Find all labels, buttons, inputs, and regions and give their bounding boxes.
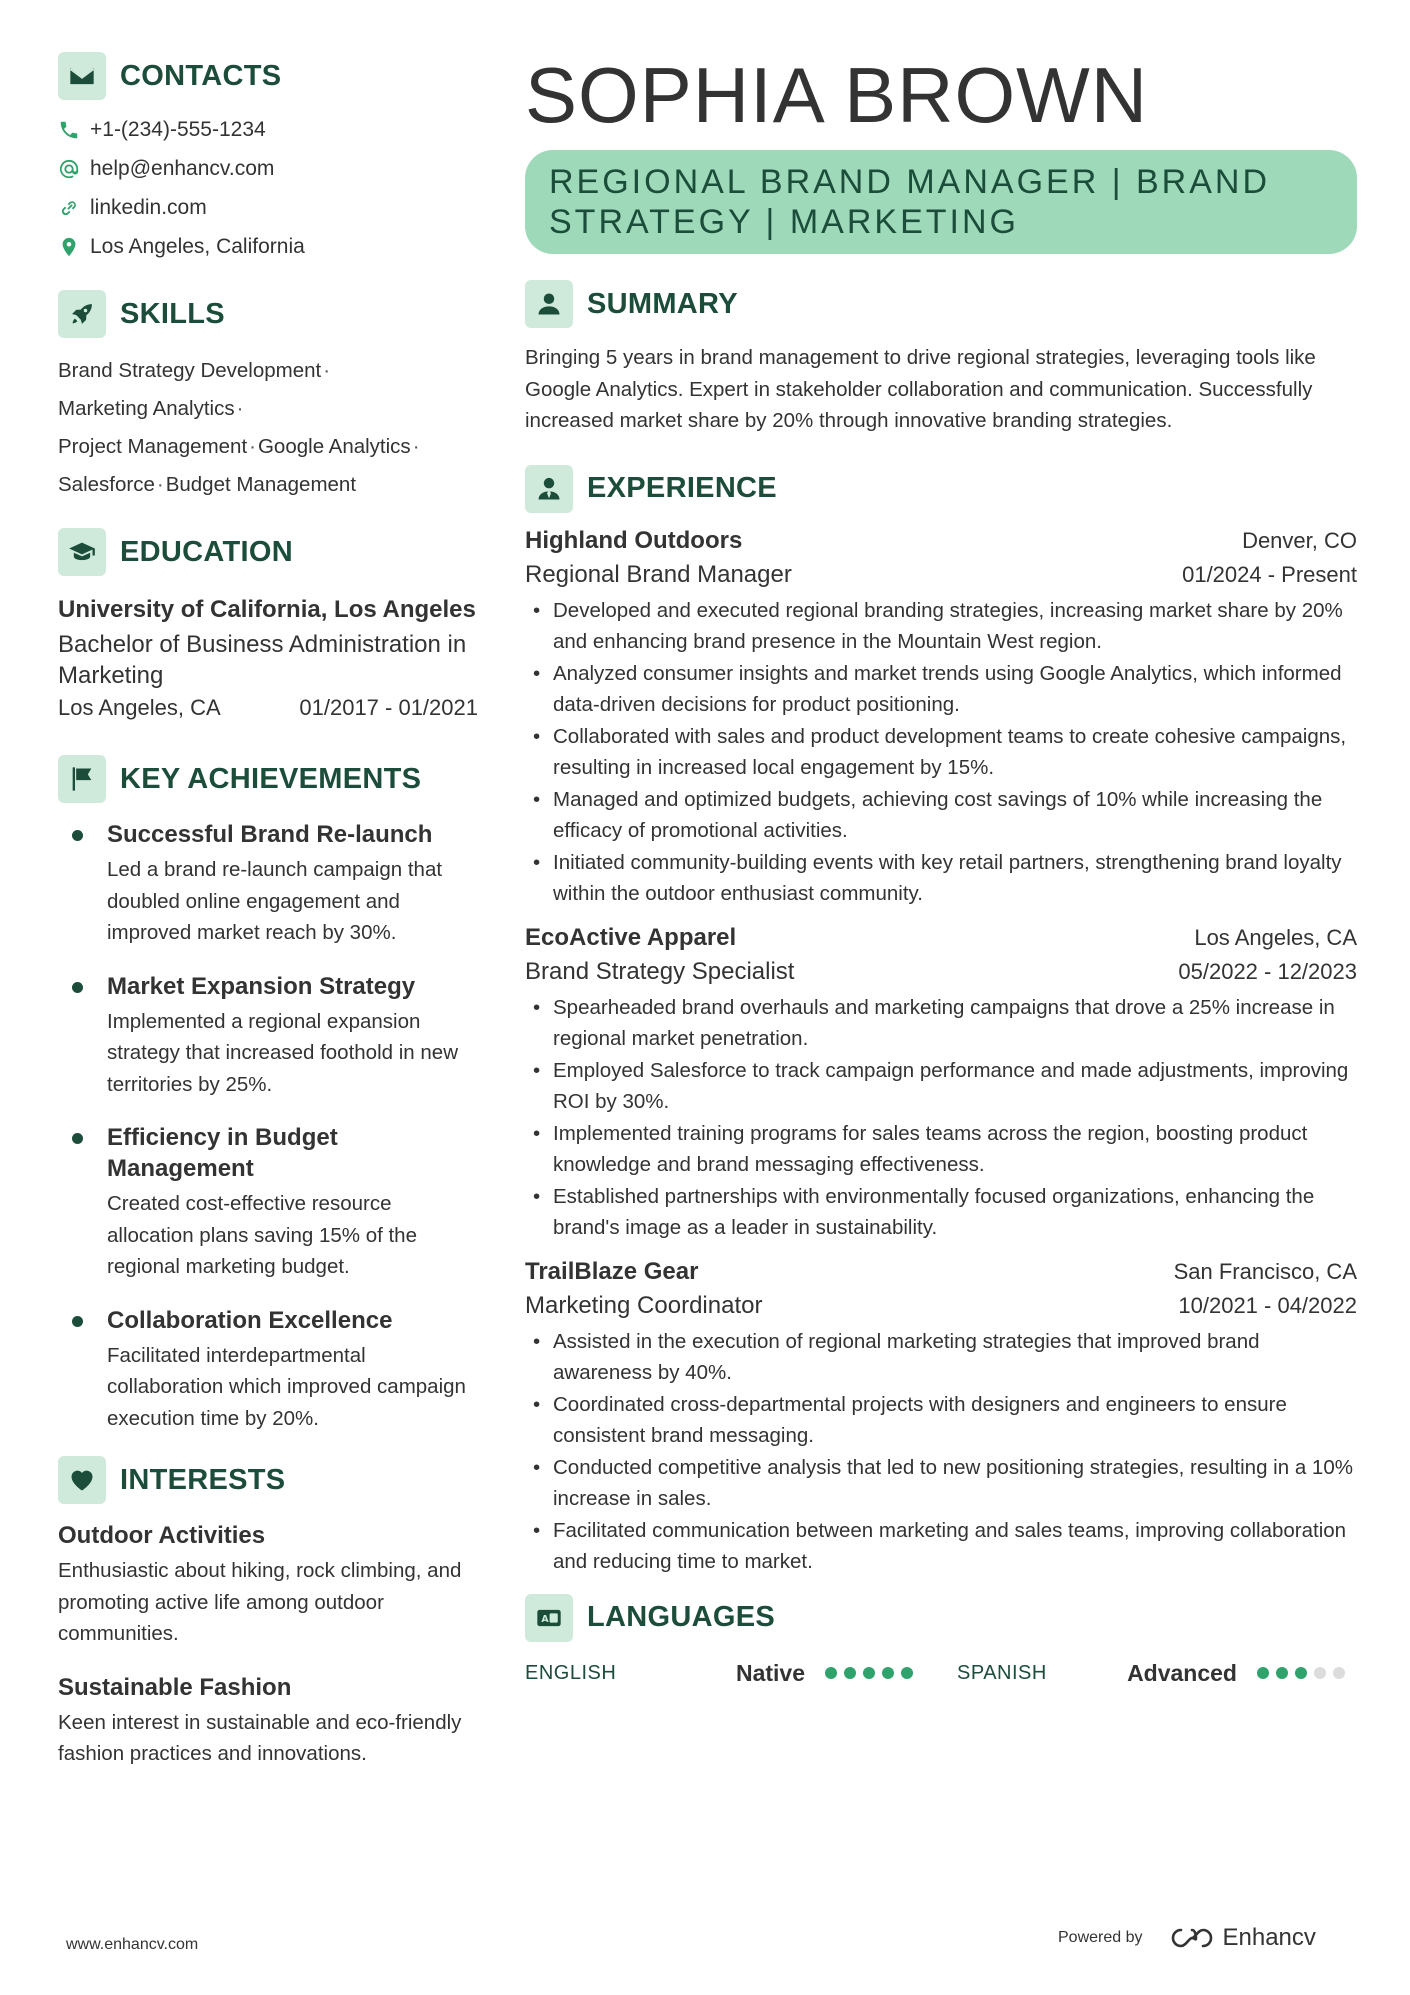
skill-item: Marketing Analytics <box>58 397 235 420</box>
contact-email-text: help@enhancv.com <box>90 156 275 180</box>
contacts-list <box>58 110 478 266</box>
bullet-icon <box>72 830 83 841</box>
interest-desc: Enthusiastic about hiking, rock climbing, and promoting active life among outdoor communities. <box>58 1559 462 1645</box>
skill-item: Budget Management <box>165 473 357 496</box>
job-bullets <box>525 595 1357 910</box>
job-role: Brand Strategy Specialist <box>525 957 795 985</box>
contact-location-text: Los Angeles, California <box>90 234 305 258</box>
achievement-desc: Created cost-effective resource allocation plans saving 15% of the regional marketing budget. <box>107 1192 417 1278</box>
education-entry <box>58 594 478 721</box>
job-location: Los Angeles, CA <box>1194 924 1357 950</box>
job-dates: 10/2021 - 04/2022 <box>1178 1292 1357 1318</box>
job-bullets <box>525 1326 1357 1578</box>
skills-title: SKILLS <box>120 297 225 330</box>
interests-list <box>58 1520 478 1770</box>
job-bullet: • Spearheaded brand overhauls and marketing campaigns that drove a 25% increase in regional market penetration. <box>525 992 1357 1055</box>
job-dates: 01/2024 - Present <box>1182 561 1357 587</box>
interest-title: Outdoor Activities <box>58 1522 266 1549</box>
job-bullet: • Established partnerships with environmentally focused organizations, enhancing the brand's image as a leader in sustainability. <box>525 1181 1357 1244</box>
achievement-item <box>58 819 478 949</box>
left-column <box>58 52 478 1792</box>
achievements-header <box>58 755 478 803</box>
rating-dot-filled <box>1276 1667 1288 1679</box>
job-subheader <box>525 958 1357 986</box>
job-bullet: • Implemented training programs for sales teams across the region, boosting product knowledge and brand messaging effectiveness. <box>525 1118 1357 1181</box>
phone-icon <box>58 119 80 141</box>
contact-linkedin-text: linkedin.com <box>90 195 207 219</box>
rocket-icon <box>58 290 106 338</box>
job-bullet: • Conducted competitive analysis that led to new positioning strategies, resulting in a 10% increase in sales. <box>525 1452 1357 1515</box>
job-bullet: • Coordinated cross-departmental projects with designers and engineers to ensure consistent brand messaging. <box>525 1389 1357 1452</box>
achievement-desc: Implemented a regional expansion strategy that increased foothold in new territories by 25%. <box>107 1009 458 1096</box>
rating-dot-filled <box>882 1667 894 1679</box>
candidate-tagline: REGIONAL BRAND MANAGER | BRAND STRATEGY | MARKETING <box>525 150 1357 254</box>
achievement-item <box>58 1305 478 1435</box>
achievement-title: Successful Brand Re-launch <box>107 821 433 848</box>
job-role: Marketing Coordinator <box>525 1291 763 1319</box>
job-bullet: • Employed Salesforce to track campaign performance and made adjustments, improving ROI by 30%. <box>525 1055 1357 1118</box>
skill-separator: · <box>236 397 244 420</box>
bullet-icon <box>72 1133 83 1144</box>
location-pin-icon <box>58 236 80 258</box>
skill-item: Salesforce <box>58 473 155 496</box>
heart-icon <box>58 1456 106 1504</box>
rating-dot-filled <box>844 1667 856 1679</box>
achievement-item <box>58 1122 478 1283</box>
job-location: Denver, CO <box>1242 527 1357 553</box>
language-rating <box>825 1667 920 1679</box>
job-header <box>525 924 1357 952</box>
bullet-icon <box>72 1316 83 1327</box>
skills-line <box>58 428 478 466</box>
contacts-header <box>58 52 478 100</box>
job-company: Highland Outdoors <box>525 526 743 554</box>
job-header <box>525 1258 1357 1286</box>
language-icon <box>525 1594 573 1642</box>
job-entry <box>525 527 1357 910</box>
brand-name: Enhancv <box>1222 1924 1316 1951</box>
footer-website[interactable]: www.enhancv.com <box>66 1936 199 1953</box>
svg-text:A: A <box>541 1613 549 1625</box>
job-bullet: • Assisted in the execution of regional marketing strategies that improved brand awareness by 40%. <box>525 1326 1357 1389</box>
job-location: San Francisco, CA <box>1173 1258 1357 1284</box>
skills-line <box>58 352 478 390</box>
language-rating <box>1257 1667 1352 1679</box>
achievements-list <box>58 819 478 1434</box>
envelope-icon <box>58 52 106 100</box>
experience-list <box>525 527 1357 1578</box>
interests-title: INTERESTS <box>120 1463 286 1496</box>
achievement-title: Market Expansion Strategy <box>107 972 416 1000</box>
experience-title: EXPERIENCE <box>587 472 777 504</box>
contact-linkedin[interactable] <box>58 188 478 227</box>
job-subheader <box>525 561 1357 589</box>
rating-dot-empty <box>1333 1667 1345 1679</box>
education-header <box>58 528 478 576</box>
interest-title: Sustainable Fashion <box>58 1673 292 1701</box>
skill-item: Google Analytics <box>257 435 411 458</box>
experience-header <box>525 465 1357 513</box>
interest-item <box>58 1672 478 1770</box>
business-person-icon <box>525 465 573 513</box>
language-item <box>957 1660 1352 1687</box>
interests-header <box>58 1456 478 1504</box>
bullet-icon <box>72 982 83 993</box>
job-bullet: • Developed and executed regional branding strategies, increasing market share by 20% and enhancing brand presence in the Mountain West region. <box>525 595 1357 658</box>
job-bullet: • Analyzed consumer insights and market trends using Google Analytics, which informed data-driven decisions for product positioning. <box>525 658 1357 721</box>
languages-header <box>525 1594 1357 1642</box>
language-item <box>525 1660 920 1687</box>
achievement-title: Efficiency in Budget Management <box>107 1124 338 1182</box>
language-level: Advanced <box>1127 1659 1237 1686</box>
skills-line <box>58 390 478 428</box>
interest-item <box>58 1520 478 1650</box>
rating-dot-filled <box>825 1667 837 1679</box>
job-company: TrailBlaze Gear <box>525 1257 699 1285</box>
job-role: Regional Brand Manager <box>525 560 792 588</box>
skills-line <box>58 466 478 504</box>
achievement-desc: Facilitated interdepartmental collaboration which improved campaign execution time by 20%. <box>107 1343 466 1430</box>
enhancv-logo[interactable] <box>1169 1924 1316 1952</box>
skills-list <box>58 352 478 504</box>
contact-phone-text: +1-(234)-555-1234 <box>90 117 266 141</box>
job-bullet: • Collaborated with sales and product development teams to create cohesive campaigns, resulting in increased local engagement by 15%. <box>525 721 1357 784</box>
achievement-item <box>58 971 478 1101</box>
contact-location <box>58 227 478 266</box>
skill-item: Project Management <box>58 435 248 458</box>
education-meta <box>58 695 478 721</box>
powered-by-label: Powered by <box>1058 1929 1143 1946</box>
summary-text: Bringing 5 years in brand management to drive regional strategies, leveraging tools like Google Analytics. Expert in stakeholder collaboration and communication. Successfully increased market share by 20% through innovative branding strategies. <box>525 346 1316 432</box>
skills-header <box>58 290 478 338</box>
candidate-name: SOPHIA BROWN <box>525 51 1149 139</box>
job-company: EcoActive Apparel <box>525 923 737 951</box>
skill-separator: · <box>156 473 164 496</box>
achievements-title: KEY ACHIEVEMENTS <box>120 762 422 795</box>
rating-dot-filled <box>863 1667 875 1679</box>
language-level: Native <box>735 1659 805 1686</box>
achievement-desc: Led a brand re-launch campaign that doubled online engagement and improved market reach by 30%. <box>107 858 443 944</box>
flag-icon <box>58 755 106 803</box>
job-bullet: • Managed and optimized budgets, achieving cost savings of 10% while increasing the efficacy of promotional activities. <box>525 784 1357 847</box>
language-name: ENGLISH <box>525 1661 617 1684</box>
job-subheader <box>525 1292 1357 1320</box>
rating-dot-empty <box>1314 1667 1326 1679</box>
interest-desc: Keen interest in sustainable and eco-friendly fashion practices and innovations. <box>58 1710 462 1765</box>
language-name: SPANISH <box>957 1661 1047 1684</box>
skill-separator: · <box>249 435 256 458</box>
education-school: University of California, Los Angeles <box>58 596 476 623</box>
link-icon <box>58 197 80 219</box>
summary-header <box>525 280 1357 328</box>
job-dates: 05/2022 - 12/2023 <box>1178 958 1357 984</box>
right-column <box>525 50 1357 1687</box>
skill-item: Brand Strategy Development <box>58 359 322 382</box>
graduation-cap-icon <box>58 528 106 576</box>
job-header <box>525 527 1357 555</box>
job-bullets <box>525 992 1357 1244</box>
rating-dot-filled <box>901 1667 913 1679</box>
education-degree: Bachelor of Business Administration in Marketing <box>58 631 467 689</box>
summary-title: SUMMARY <box>587 287 738 320</box>
rating-dot-filled <box>1257 1667 1269 1679</box>
job-entry <box>525 924 1357 1244</box>
rating-dot-filled <box>1295 1667 1307 1679</box>
at-icon <box>58 158 80 180</box>
infinity-logo-icon <box>1169 1925 1215 1951</box>
job-bullet: • Initiated community-building events with key retail partners, strengthening brand loyalty within the outdoor enthusiast community. <box>525 847 1357 910</box>
contact-phone <box>58 110 478 149</box>
education-dates: 01/2017 - 01/2021 <box>299 695 478 720</box>
education-title: EDUCATION <box>120 535 293 568</box>
achievement-title: Collaboration Excellence <box>107 1306 393 1334</box>
contact-email[interactable] <box>58 149 478 188</box>
contacts-title: CONTACTS <box>120 59 282 92</box>
skill-separator: · <box>323 359 331 382</box>
skill-separator: · <box>412 435 420 458</box>
languages-list <box>525 1660 1357 1687</box>
job-bullet: • Facilitated communication between marketing and sales teams, improving collaboration and reducing time to market. <box>525 1515 1357 1578</box>
person-icon <box>525 280 573 328</box>
footer-branding <box>1058 1924 1316 1952</box>
education-location: Los Angeles, CA <box>58 695 221 720</box>
languages-title: LANGUAGES <box>587 1601 775 1633</box>
job-entry <box>525 1258 1357 1578</box>
